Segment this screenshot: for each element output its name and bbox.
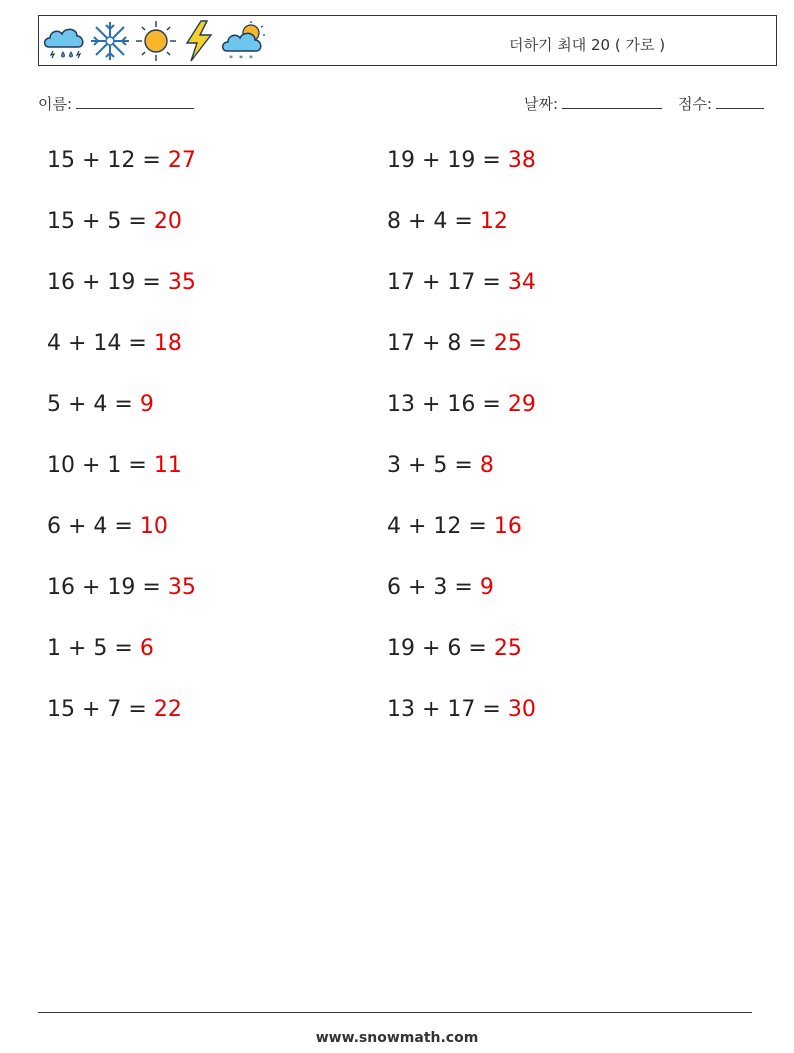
problem-question: 19 + 19 = xyxy=(387,148,501,173)
sun-icon xyxy=(133,19,179,63)
worksheet-title: 더하기 최대 20 ( 가로 ) xyxy=(509,36,666,54)
name-label: 이름: xyxy=(38,95,73,113)
date-line[interactable] xyxy=(562,94,662,109)
problem-8 xyxy=(387,331,522,356)
rain-cloud-icon xyxy=(41,19,87,63)
problem-answer: 18 xyxy=(153,331,182,356)
weather-icons xyxy=(41,19,267,63)
problem-answer: 29 xyxy=(507,392,536,417)
problem-13 xyxy=(47,514,168,539)
lightning-icon xyxy=(179,19,219,63)
problem-18 xyxy=(387,636,522,661)
problem-question: 10 + 1 = xyxy=(47,453,147,478)
snow-cloud-icon xyxy=(219,19,267,63)
problem-question: 17 + 17 = xyxy=(387,270,501,295)
problem-5 xyxy=(47,270,196,295)
problem-7 xyxy=(47,331,182,356)
problem-question: 1 + 5 = xyxy=(47,636,133,661)
problem-question: 16 + 19 = xyxy=(47,575,161,600)
problem-answer: 30 xyxy=(507,697,536,722)
problem-question: 13 + 16 = xyxy=(387,392,501,417)
problem-answer: 27 xyxy=(167,148,196,173)
worksheet-header xyxy=(38,15,777,66)
problem-question: 19 + 6 = xyxy=(387,636,487,661)
problem-answer: 9 xyxy=(479,575,494,600)
problem-question: 15 + 7 = xyxy=(47,697,147,722)
svg-text:*: * xyxy=(249,54,253,63)
problem-20 xyxy=(387,697,536,722)
problem-14 xyxy=(387,514,522,539)
name-line[interactable] xyxy=(76,94,194,109)
name-field[interactable] xyxy=(38,93,194,114)
problem-answer: 6 xyxy=(139,636,154,661)
svg-text:*: * xyxy=(229,54,233,63)
problem-question: 3 + 5 = xyxy=(387,453,473,478)
problem-answer: 10 xyxy=(139,514,168,539)
problem-1 xyxy=(47,148,196,173)
problem-15 xyxy=(47,575,196,600)
problem-answer: 34 xyxy=(507,270,536,295)
problem-question: 6 + 3 = xyxy=(387,575,473,600)
problem-answer: 35 xyxy=(167,270,196,295)
problem-question: 16 + 19 = xyxy=(47,270,161,295)
problem-answer: 38 xyxy=(507,148,536,173)
date-label: 날짜: xyxy=(524,95,559,113)
score-line[interactable] xyxy=(716,94,764,109)
problem-19 xyxy=(47,697,182,722)
problem-6 xyxy=(387,270,536,295)
snowflake-icon xyxy=(87,19,133,63)
problem-answer: 8 xyxy=(479,453,494,478)
score-field[interactable] xyxy=(678,93,764,114)
problem-17 xyxy=(47,636,154,661)
svg-text:*: * xyxy=(239,54,243,63)
problem-question: 4 + 12 = xyxy=(387,514,487,539)
problem-question: 15 + 12 = xyxy=(47,148,161,173)
problem-question: 17 + 8 = xyxy=(387,331,487,356)
problem-answer: 16 xyxy=(493,514,522,539)
problem-question: 6 + 4 = xyxy=(47,514,133,539)
problem-question: 8 + 4 = xyxy=(387,209,473,234)
problem-answer: 11 xyxy=(153,453,182,478)
problem-question: 15 + 5 = xyxy=(47,209,147,234)
problem-answer: 22 xyxy=(153,697,182,722)
problem-answer: 25 xyxy=(493,636,522,661)
problem-question: 13 + 17 = xyxy=(387,697,501,722)
problem-12 xyxy=(387,453,494,478)
problem-3 xyxy=(47,209,182,234)
problem-answer: 9 xyxy=(139,392,154,417)
problem-11 xyxy=(47,453,182,478)
footer-site-link[interactable]: www.snowmath.com xyxy=(315,1030,479,1046)
problem-answer: 12 xyxy=(479,209,508,234)
score-label: 점수: xyxy=(678,95,713,113)
footer-divider xyxy=(38,1012,752,1013)
problem-9 xyxy=(47,392,154,417)
problem-16 xyxy=(387,575,494,600)
problem-answer: 20 xyxy=(153,209,182,234)
problem-question: 5 + 4 = xyxy=(47,392,133,417)
problem-2 xyxy=(387,148,536,173)
problem-question: 4 + 14 = xyxy=(47,331,147,356)
problem-10 xyxy=(387,392,536,417)
problem-answer: 25 xyxy=(493,331,522,356)
date-field[interactable] xyxy=(524,93,662,114)
problem-4 xyxy=(387,209,508,234)
problem-answer: 35 xyxy=(167,575,196,600)
